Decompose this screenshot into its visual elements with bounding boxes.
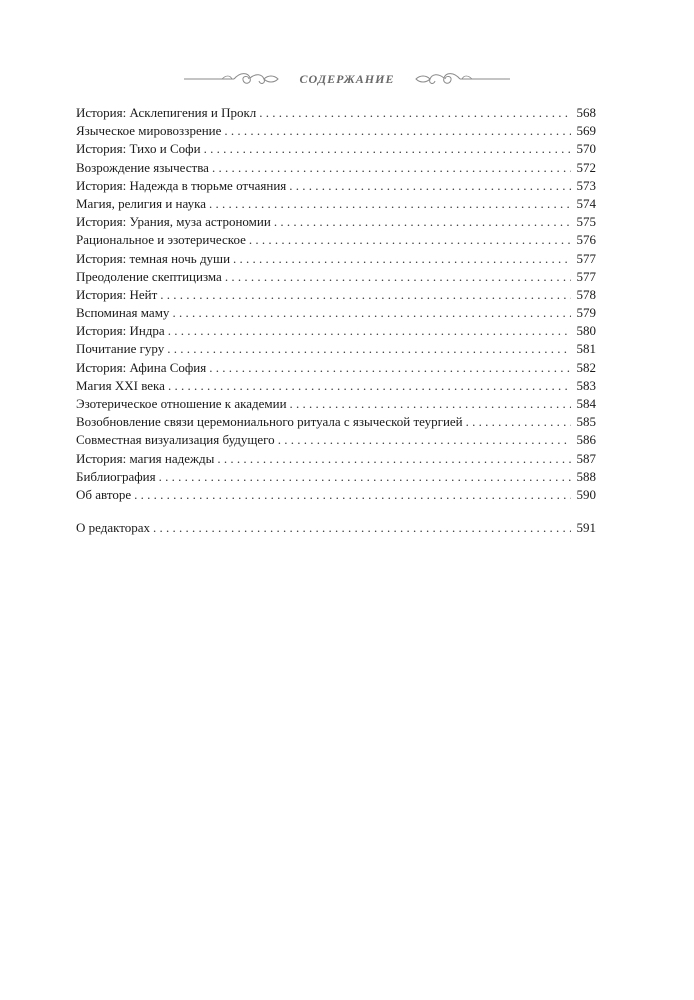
toc-dot-leader xyxy=(168,322,571,340)
toc-entry-page-number: 577 xyxy=(576,250,596,266)
toc-dot-leader xyxy=(259,104,571,122)
toc-entry[interactable] xyxy=(76,431,596,449)
toc-entry-page-number: 584 xyxy=(576,396,596,411)
toc-dot-leader xyxy=(278,431,571,449)
toc-entry-page-number: 587 xyxy=(576,450,596,466)
toc-entry[interactable] xyxy=(76,122,596,140)
toc-dot-leader xyxy=(224,122,571,140)
toc-entry[interactable] xyxy=(76,395,596,413)
toc-entry-title: История: Урания, муза астрономии xyxy=(76,214,271,230)
toc-entry[interactable] xyxy=(76,177,596,195)
toc-entry-title: История: Афина София xyxy=(76,359,207,375)
toc-group xyxy=(76,519,596,537)
toc-entry-title: Преодоление скептицизма xyxy=(76,268,222,284)
toc-entry-title: Об авторе xyxy=(76,486,132,502)
toc-entry[interactable] xyxy=(76,250,596,268)
toc-entry-title: История: Тихо и Софи xyxy=(76,141,201,157)
left-flourish-ornament xyxy=(182,69,282,89)
toc-entry[interactable] xyxy=(76,231,596,249)
toc-entry-page-number: 568 xyxy=(576,105,596,120)
toc-entry-title: Совместная визуализация будущего xyxy=(76,432,275,448)
toc-entry-title: О редакторах xyxy=(76,520,151,536)
toc-entry[interactable] xyxy=(76,213,596,231)
toc-entry-title: История: Нейт xyxy=(76,286,158,302)
toc-dot-leader xyxy=(168,377,571,395)
toc-entry[interactable] xyxy=(76,104,596,122)
toc-entry-page-number: 585 xyxy=(576,414,596,430)
toc-entry-page-number: 578 xyxy=(576,286,596,302)
toc-dot-leader xyxy=(233,250,571,268)
toc-entry-title: Библиография xyxy=(76,468,156,484)
toc-entry[interactable] xyxy=(76,486,596,504)
toc-entry[interactable] xyxy=(76,159,596,177)
toc-entry-page-number: 579 xyxy=(576,305,596,321)
toc-entry[interactable] xyxy=(76,340,596,358)
toc-entry[interactable] xyxy=(76,377,596,395)
toc-entry-title: История: магия надежды xyxy=(76,450,215,466)
section-title: СОДЕРЖАНИЕ xyxy=(299,71,395,86)
toc-dot-leader xyxy=(172,304,571,322)
toc-entry[interactable] xyxy=(76,519,596,537)
toc-dot-leader xyxy=(290,395,571,413)
toc-entry-page-number: 581 xyxy=(576,341,596,357)
toc-entry-title: Магия, религия и наука xyxy=(76,195,206,211)
toc-entry[interactable] xyxy=(76,304,596,322)
toc-entry-page-number: 573 xyxy=(576,177,596,193)
toc-entry-title: Возрождение язычества xyxy=(76,159,209,175)
toc-dot-leader xyxy=(160,286,571,304)
toc-entry-page-number: 588 xyxy=(576,468,596,484)
running-header xyxy=(0,66,694,92)
toc-entry-page-number: 582 xyxy=(576,359,596,375)
toc-entry-title: Возобновление связи церемониального ритуала с языческой теургией xyxy=(76,414,463,430)
toc-entry-title: Эзотерическое отношение к академии xyxy=(76,396,287,411)
toc-entry[interactable] xyxy=(76,140,596,158)
toc-dot-leader xyxy=(289,177,571,195)
toc-entry-page-number: 575 xyxy=(576,214,596,230)
toc-entry[interactable] xyxy=(76,322,596,340)
toc-entry[interactable] xyxy=(76,413,596,431)
toc-dot-leader xyxy=(134,486,571,504)
toc-dot-leader xyxy=(249,231,571,249)
toc-entry-page-number: 577 xyxy=(576,268,596,284)
toc-entry-title: История: Асклепигения и Прокл xyxy=(76,105,257,120)
toc-entry-page-number: 570 xyxy=(576,141,596,157)
toc-entry-page-number: 586 xyxy=(576,432,596,448)
toc-entry-page-number: 580 xyxy=(576,323,596,339)
toc-dot-leader xyxy=(274,213,571,231)
toc-entry-page-number: 576 xyxy=(576,232,596,248)
toc-dot-leader xyxy=(153,519,571,537)
toc-dot-leader xyxy=(204,140,571,158)
toc-entry-title: История: темная ночь души xyxy=(76,250,231,266)
toc-entry-title: Языческое мировоззрение xyxy=(76,123,222,139)
toc-entry-page-number: 572 xyxy=(576,159,596,175)
toc-entry-page-number: 590 xyxy=(576,486,596,502)
toc-entry-title: Вспоминая маму xyxy=(76,305,170,321)
toc-dot-leader xyxy=(159,468,571,486)
toc-entry[interactable] xyxy=(76,286,596,304)
toc-entry-title: Рациональное и эзотерическое xyxy=(76,232,246,248)
toc-dot-leader xyxy=(225,268,571,286)
toc-dot-leader xyxy=(217,450,571,468)
toc-entry-title: История: Надежда в тюрьме отчаяния xyxy=(76,177,287,193)
toc-entry[interactable] xyxy=(76,268,596,286)
toc-entry[interactable] xyxy=(76,359,596,377)
toc-dot-leader xyxy=(466,413,571,431)
toc-dot-leader xyxy=(209,359,571,377)
toc-entry[interactable] xyxy=(76,468,596,486)
toc-entry-title: История: Индра xyxy=(76,323,165,339)
toc-entry[interactable] xyxy=(76,450,596,468)
toc-group xyxy=(76,104,596,504)
toc-entry-title: Магия XXI века xyxy=(76,377,165,393)
toc-dot-leader xyxy=(212,159,571,177)
toc-dot-leader xyxy=(209,195,571,213)
toc-entry-page-number: 591 xyxy=(576,520,596,536)
right-flourish-ornament xyxy=(412,69,512,89)
toc-dot-leader xyxy=(167,340,571,358)
toc-entry-page-number: 569 xyxy=(576,123,596,139)
table-of-contents xyxy=(76,104,596,537)
toc-entry[interactable] xyxy=(76,195,596,213)
toc-entry-title: Почитание гуру xyxy=(76,341,165,357)
toc-entry-page-number: 574 xyxy=(576,195,596,211)
toc-entry-page-number: 583 xyxy=(576,377,596,393)
